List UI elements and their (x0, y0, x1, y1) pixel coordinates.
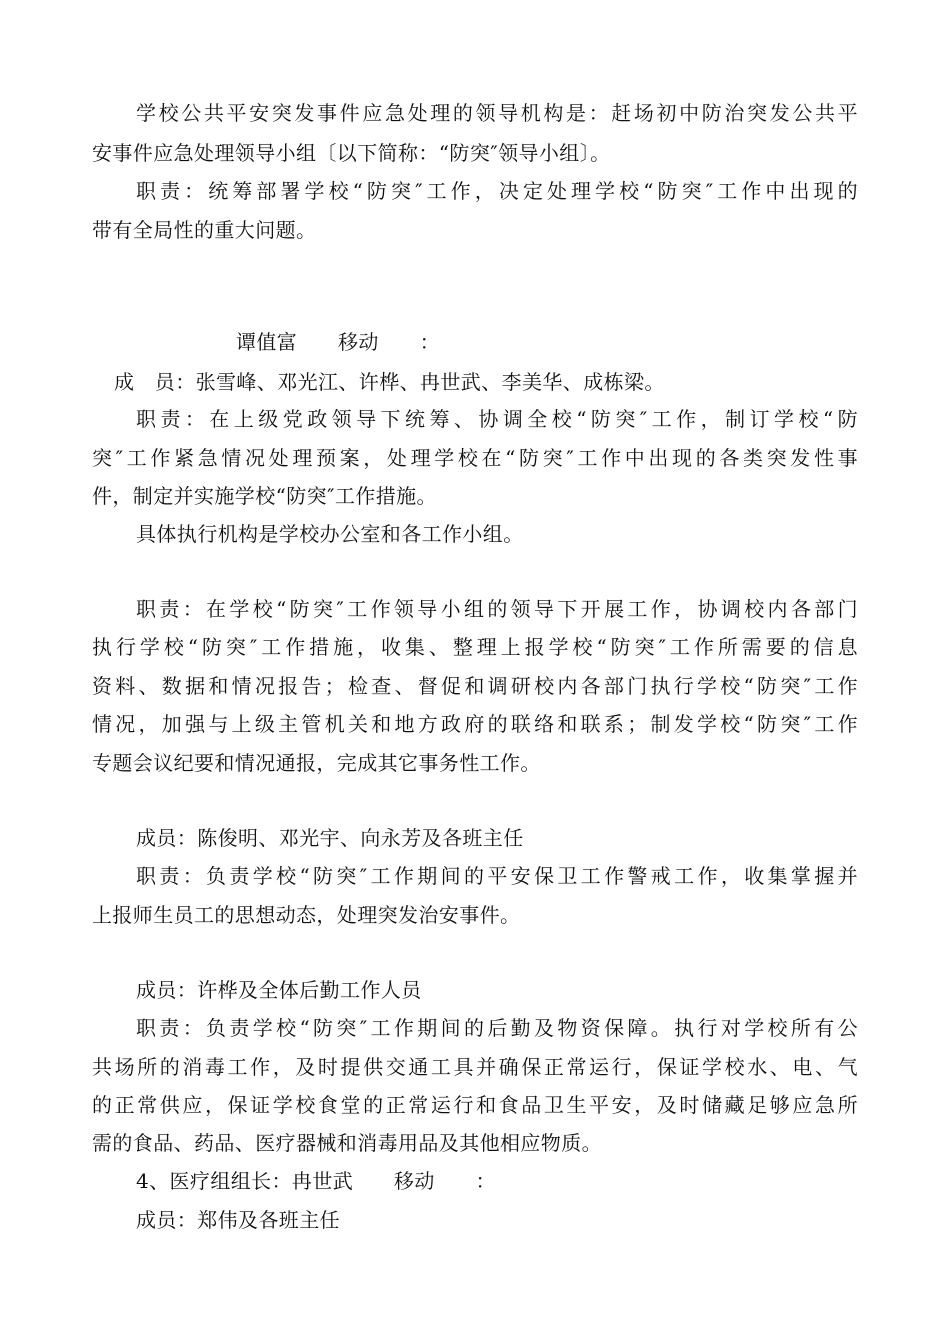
text-line: 上报师生员工的思想动态，处理突发治安事件。 (92, 903, 521, 927)
text-line: 带有全局性的重大问题。 (92, 218, 317, 242)
text-line: 专题会议纪要和情况通报，完成其它事务性工作。 (92, 751, 541, 775)
text-line: 成员：许桦及全体后勤工作人员 (136, 978, 422, 1002)
text-line: 成员：郑伟及各班主任 (136, 1208, 340, 1232)
text-line: 成 员：张雪峰、邓光江、许桦、冉世武、李美华、成栋梁。 (114, 370, 665, 394)
text-line: 职责：负责学校“防突″工作期间的后勤及物资保障。执行对学校所有公 (136, 1016, 858, 1040)
text-line: 4、医疗组组长：冉世武 移动 ： (136, 1169, 496, 1193)
text-line: 职责：在学校“防突″工作领导小组的领导下开展工作，协调校内各部门 (136, 597, 858, 621)
text-line: 资料、数据和情况报告；检查、督促和调研校内各部门执行学校“防突″工作 (92, 674, 858, 698)
text-line: 职责：在上级党政领导下统筹、协调全校“防突″工作，制订学校“防 (136, 407, 858, 431)
text-line: 共场所的消毒工作，及时提供交通工具并确保正常运行，保证学校水、电、气 (92, 1055, 858, 1079)
text-line: 职责：统筹部署学校“防突″工作，决定处理学校“防突″工作中出现的 (136, 179, 858, 203)
text-line: 职责：负责学校“防突″工作期间的平安保卫工作警戒工作，收集掌握并 (136, 864, 858, 888)
text-line: 具体执行机构是学校办公室和各工作小组。 (136, 522, 524, 546)
text-line: 需的食品、药品、医疗器械和消毒用品及其他相应物质。 (92, 1131, 602, 1155)
text-line: 安事件应急处理领导小组〔以下简称：“防突″领导小组〕。 (92, 141, 611, 165)
text-line: 的正常供应，保证学校食堂的正常运行和食品卫生平安，及时储藏足够应急所 (92, 1093, 858, 1117)
text-line: 执行学校“防突″工作措施，收集、整理上报学校“防突″工作所需要的信息 (92, 635, 858, 659)
text-line: 成员：陈俊明、邓光宇、向永芳及各班主任 (136, 826, 524, 850)
text-line: 谭值富 移动 ： (236, 330, 440, 354)
text-line: 学校公共平安突发事件应急处理的领导机构是：赶场初中防治突发公共平 (136, 101, 858, 125)
text-line: 情况，加强与上级主管机关和地方政府的联络和联系；制发学校“防突″工作 (92, 712, 858, 736)
text-line: 突″工作紧急情况处理预案，处理学校在“防突″工作中出现的各类突发性事 (92, 446, 858, 470)
text-line: 件，制定并实施学校“防突″工作措施。 (92, 484, 437, 508)
